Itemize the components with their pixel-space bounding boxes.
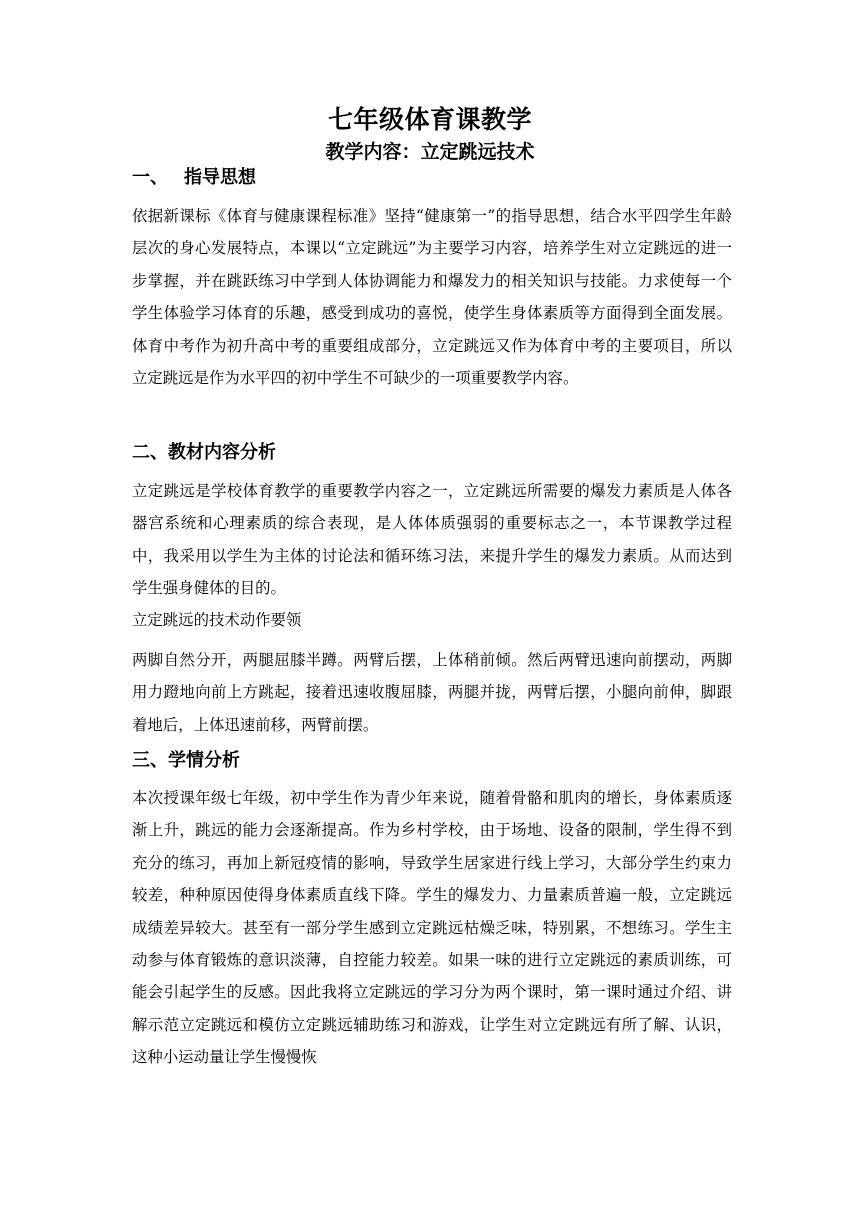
document-title: 七年级体育课教学 — [327, 105, 532, 134]
section-heading-text: 指导思想 — [184, 167, 256, 188]
paragraph-textbook-analysis: 立定跳远是学校体育教学的重要教学内容之一，立定跳远所需要的爆发力素质是人体各器宫系统和心理素质的综合表现，是人体体质强弱的重要标志之一，本节课教学过程中，我采用以学生为主体的讨论法和循环练习法，来提升学生的爆发力素质。从而达到学生强身健体的目的。 — [132, 482, 732, 598]
paragraph-technique-steps: 两脚自然分开，两腿屈膝半蹲。两臂后摆，上体稍前倾。然后两臂迅速向前摆动，两脚用力蹬地向前上方跳起，接着迅速收腹屈膝，两腿并拢，两臂后摆，小腿向前伸，脚跟着地后，上体迅速前移，两臂前摆。 — [132, 651, 732, 734]
paragraph-student-analysis: 本次授课年级七年级，初中学生作为青少年来说，随着骨骼和肌肉的增长，身体素质逐渐上升，跳远的能力会逐渐提高。作为乡村学校，由于场地、设备的限制，学生得不到充分的练习，再加上新冠疫情的影响，导致学生居家进行线上学习，大部分学生约束力较差，种种原因使得身体素质直线下降。学生的爆发力、力量素质普遍一般，立定跳远成绩差异较大。甚至有一部分学生感到立定跳远枯燥乏味，特别累，不想练习。学生主动参与体育锻炼的意识淡薄，自控能力较差。如果一味的进行立定跳远的素质训练，可能会引起学生的反感。因此我将立定跳远的学习分为两个课时，第一课时通过介绍、讲解示范立定跳远和模仿立定跳远辅助练习和游戏，让学生对立定跳远有所了解、认识，这种小运动量让学生慢慢恢 — [132, 789, 732, 1067]
section-heading-student-analysis: 三、学情分析 — [132, 750, 240, 771]
paragraph-technique-subtitle: 立定跳远的技术动作要领 — [132, 611, 302, 629]
section-heading-textbook-analysis: 二、教材内容分析 — [132, 442, 276, 463]
paragraph-guiding-ideology: 依据新课标《体育与健康课程标准》坚持“健康第一”的指导思想，结合水平四学生年龄层次的身心发展特点，本课以“立定跳远”为主要学习内容，培养学生对立定跳远的进一步掌握，并在跳跃练习中学到人体协调能力和爆发力的相关知识与技能。力求使每一个学生体验学习体育的乐趣，感受到成功的喜悦，使学生身体素质等方面得到全面发展。体育中考作为初升高中考的重要组成部分，立定跳远又作为体育中考的主要项目，所以立定跳远是作为水平四的初中学生不可缺少的一项重要教学内容。 — [132, 207, 732, 388]
section-number: 一、 — [132, 167, 168, 188]
document-subtitle: 教学内容：立定跳远技术 — [325, 141, 535, 163]
section-heading-guiding-ideology — [132, 165, 256, 191]
